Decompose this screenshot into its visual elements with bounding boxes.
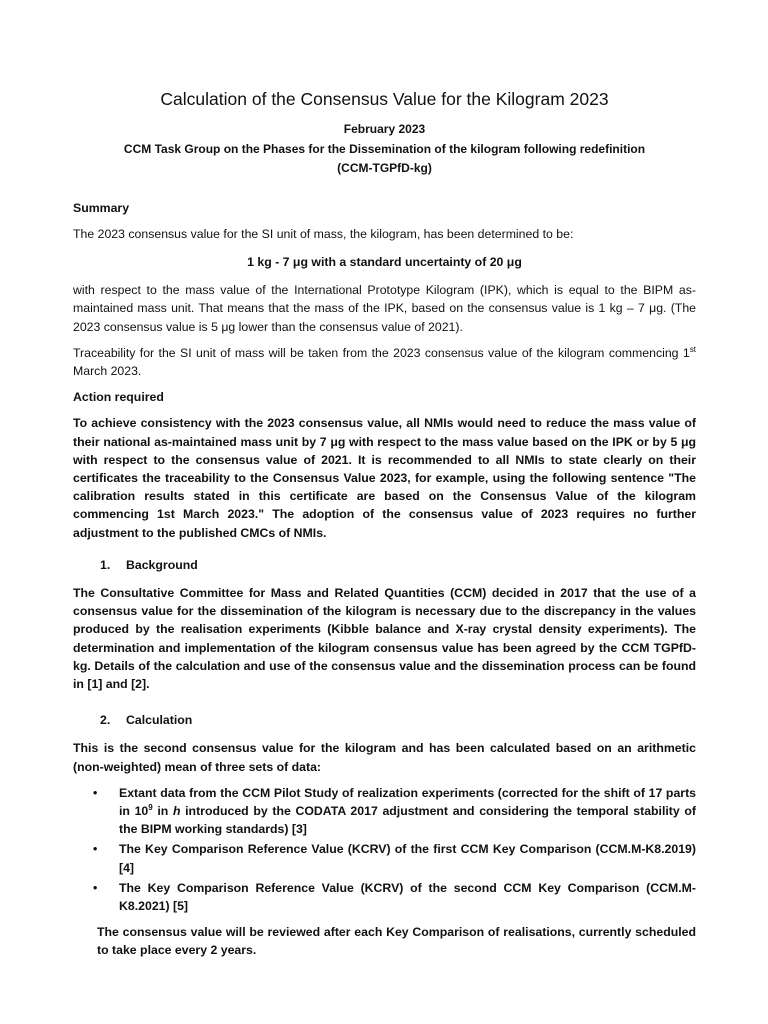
section-number: 2. xyxy=(100,713,111,728)
bullet-icon: • xyxy=(93,842,98,857)
summary-intro: The 2023 consensus value for the SI unit of mass, the kilogram, has been determined to be: xyxy=(73,226,574,241)
traceability-date: March 2023. xyxy=(73,363,142,378)
background-heading xyxy=(100,556,696,574)
ordinal-suffix: st xyxy=(689,344,696,354)
section-title: Calculation xyxy=(126,713,193,728)
calculation-intro: This is the second consensus value for the kilogram and has been calculated based on an arithmetic (non-weighted) mean of three sets of data: xyxy=(73,741,696,774)
list-item: • Extant data from the CCM Pilot Study of realization experiments (corrected for the shift of 17 parts in $10^9$ in h introduced by the CODATA 2017 adjustment and considering the temporal stability of the BIPM working standards) [3] xyxy=(93,785,696,837)
list-item: • The Key Comparison Reference Value (KCRV) of the first CCM Key Comparison (CCM.M-K8.2019) [4] xyxy=(93,842,696,875)
task-group-acronym: (CCM-TGPfD-kg) xyxy=(337,161,432,175)
summary-paragraph: with respect to the mass value of the International Prototype Kilogram (IPK), which is equal to the BIPM as-maintained mass unit. That means that the mass of the IPK, based on the consensus value is 1 kg – 7 μg. (The 2023 consensus value is 5 μg lower than the consensus value of 2021). xyxy=(73,283,696,334)
calculation-heading xyxy=(100,711,696,729)
traceability-paragraph xyxy=(73,344,696,380)
task-group-name: CCM Task Group on the Phases for the Dissemination of the kilogram following redefinition xyxy=(123,141,646,156)
bullet-icon: • xyxy=(93,880,98,895)
summary-heading: Summary xyxy=(73,200,130,215)
action-heading: Action required xyxy=(73,390,164,405)
document-date: February 2023 xyxy=(343,122,426,136)
action-paragraph: To achieve consistency with the 2023 consensus value, all NMIs would need to reduce the mass value of their national as-maintained mass unit by 7 μg with respect to the mass value based on the IPK or by 5 μg with respect to the consensus value of 2021. It is recommended to all NMIs to state clearly on their certificates the traceability to the Consensus Value 2023, for example, using the following sentence "The calibration results stated in this certificate are based on the Consensus Value of the kilogram commencing 1st March 2023." The adoption of the consensus value of 2023 requires no further adjustment to the published CMCs of NMIs. xyxy=(73,416,696,540)
document-title: Calculation of the Consensus Value for the Kilogram 2023 xyxy=(160,89,609,109)
consensus-value: 1 kg - 7 μg with a standard uncertainty of 20 μg xyxy=(247,254,522,269)
traceability-text: Traceability for the SI unit of mass will be taken from the 2023 consensus value of the kilogram commencing 1 xyxy=(73,345,690,360)
bullet-icon: • xyxy=(93,785,98,800)
section-number: 1. xyxy=(100,557,111,572)
section-title: Background xyxy=(126,557,198,572)
data-sets-list xyxy=(73,784,696,915)
list-item: • The Key Comparison Reference Value (KCRV) of the second CCM Key Comparison (CCM.M-K8.2021) [5] xyxy=(93,880,696,913)
planck-symbol: h xyxy=(172,803,181,818)
background-paragraph: The Consultative Committee for Mass and Related Quantities (CCM) decided in 2017 that the use of a consensus value for the dissemination of the kilogram is necessary due to the discrepancy in the values produced by the realisation experiments (Kibble balance and X-ray crystal density experiments). The determination and implementation of the kilogram consensus value has been agreed by the CCM TGPfD-kg. Details of the calculation and use of the consensus value and the dissemination process can be found in [1] and [2]. xyxy=(73,585,696,691)
review-paragraph: The consensus value will be reviewed after each Key Comparison of realisations, currently scheduled to take place every 2 years. xyxy=(97,925,696,958)
